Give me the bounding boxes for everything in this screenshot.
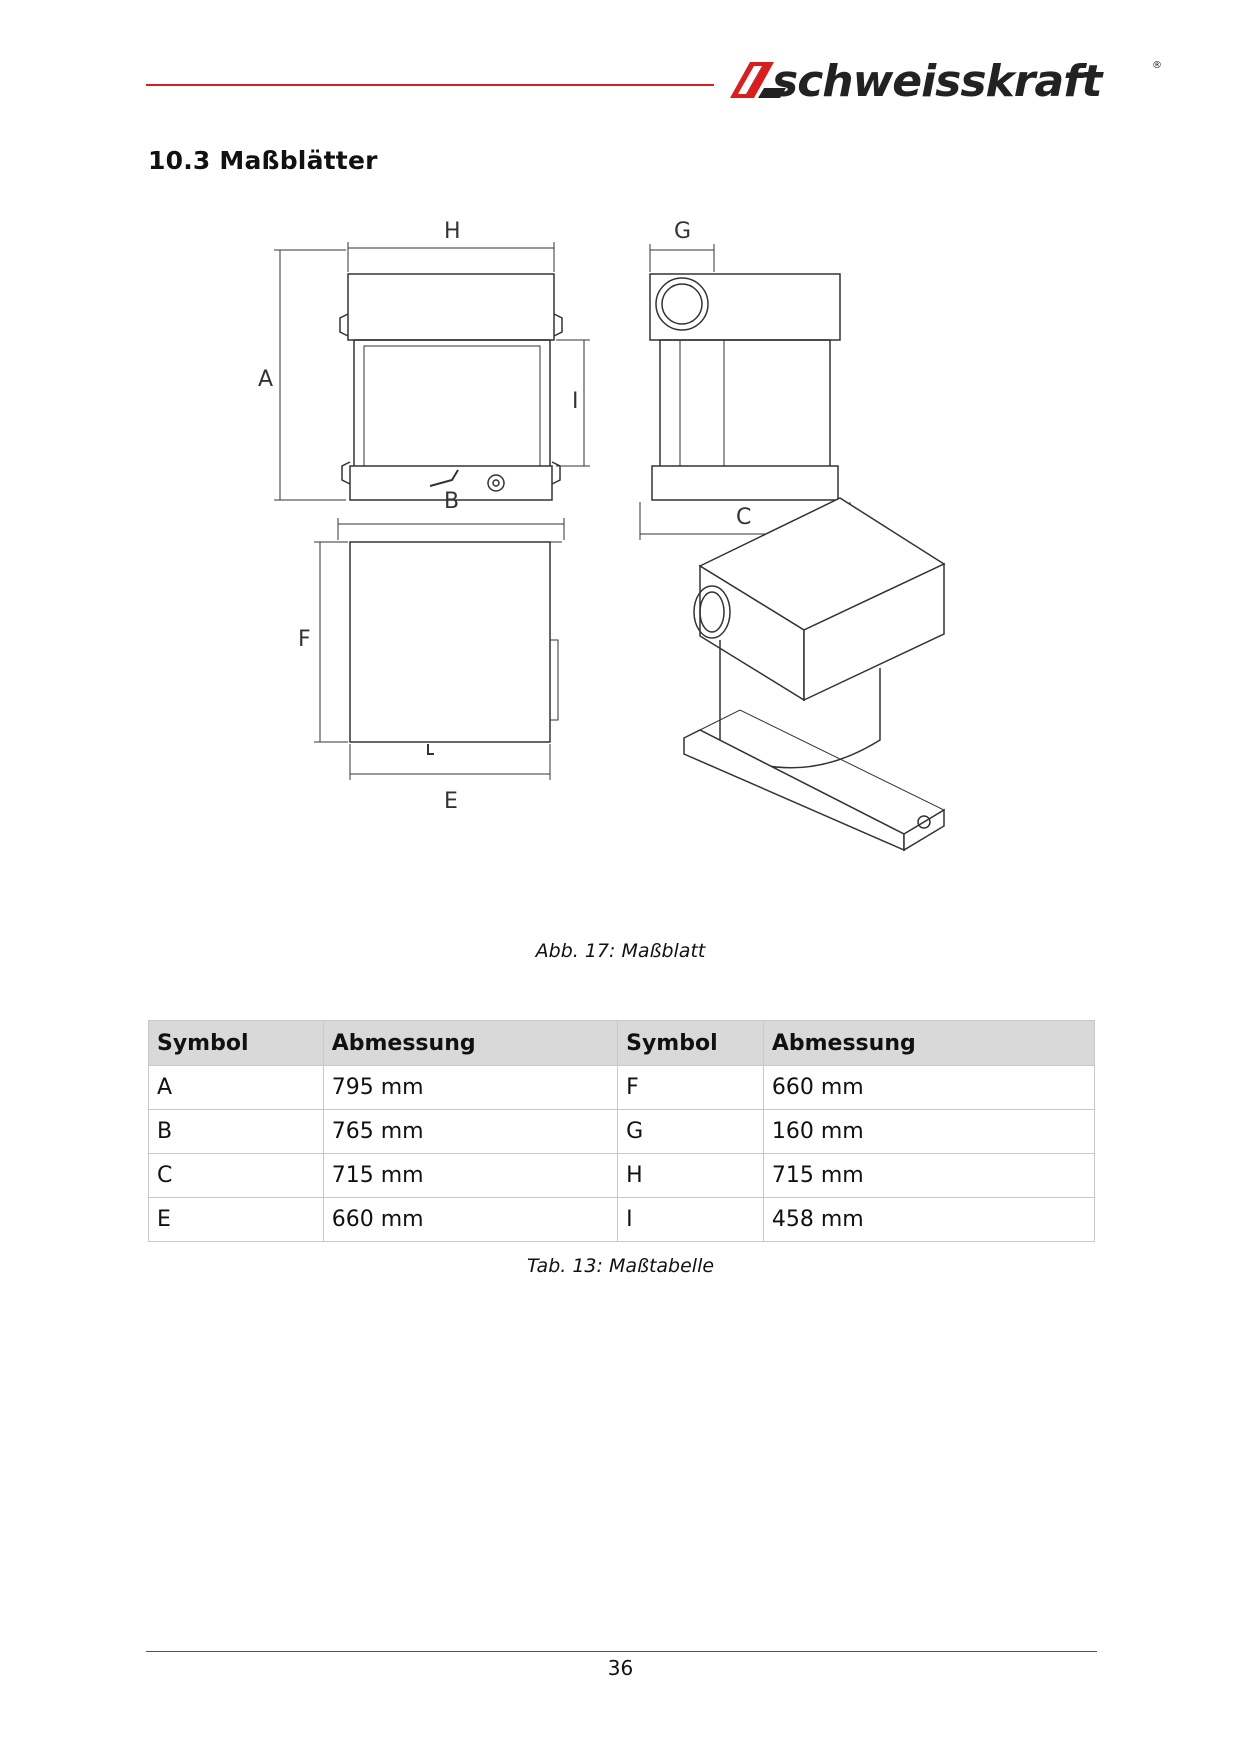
table-cell: F xyxy=(618,1066,764,1110)
table-cell: B xyxy=(149,1110,324,1154)
table-cell: G xyxy=(618,1110,764,1154)
page-number: 36 xyxy=(607,1656,634,1680)
table-row xyxy=(149,1110,1095,1154)
label-b: B xyxy=(444,489,460,514)
label-h: H xyxy=(444,219,461,244)
header-rule xyxy=(146,84,714,86)
section-title: 10.3 Maßblätter xyxy=(148,146,378,175)
table-caption: Tab. 13: Maßtabelle xyxy=(526,1255,715,1277)
logo-brand-text: schweisskraft xyxy=(772,56,1102,107)
table-cell: 660 mm xyxy=(763,1066,1094,1110)
table-header-row xyxy=(149,1021,1095,1066)
side-view xyxy=(640,244,850,540)
footer-rule xyxy=(146,1651,1097,1652)
table-row xyxy=(149,1066,1095,1110)
label-c: C xyxy=(736,505,752,530)
table-cell: I xyxy=(618,1198,764,1242)
table-cell: E xyxy=(149,1198,324,1242)
front-view xyxy=(274,242,590,500)
dimension-drawing xyxy=(258,210,980,930)
table-header-cell: Symbol xyxy=(149,1021,324,1066)
table-cell: 765 mm xyxy=(323,1110,617,1154)
table-row xyxy=(149,1198,1095,1242)
table-cell: C xyxy=(149,1154,324,1198)
label-a: A xyxy=(258,367,274,392)
table-header-cell: Abmessung xyxy=(323,1021,617,1066)
label-e: E xyxy=(444,789,458,814)
table-cell: 715 mm xyxy=(763,1154,1094,1198)
table-cell: 160 mm xyxy=(763,1110,1094,1154)
table-row xyxy=(149,1154,1095,1198)
schweisskraft-logo xyxy=(728,54,1164,107)
table-cell: A xyxy=(149,1066,324,1110)
table-header-cell: Abmessung xyxy=(763,1021,1094,1066)
table-cell: H xyxy=(618,1154,764,1198)
table-cell: 660 mm xyxy=(323,1198,617,1242)
figure-caption: Abb. 17: Maßblatt xyxy=(535,940,706,962)
top-view xyxy=(314,518,564,780)
table-header-cell: Symbol xyxy=(618,1021,764,1066)
table-cell: 715 mm xyxy=(323,1154,617,1198)
isometric-view xyxy=(684,498,944,850)
table-cell: 458 mm xyxy=(763,1198,1094,1242)
dimension-table xyxy=(148,1020,1095,1242)
label-g: G xyxy=(674,219,692,244)
label-f: F xyxy=(298,627,311,652)
logo-registered-mark: ® xyxy=(1152,60,1162,71)
table-cell: 795 mm xyxy=(323,1066,617,1110)
label-i: I xyxy=(572,389,579,414)
